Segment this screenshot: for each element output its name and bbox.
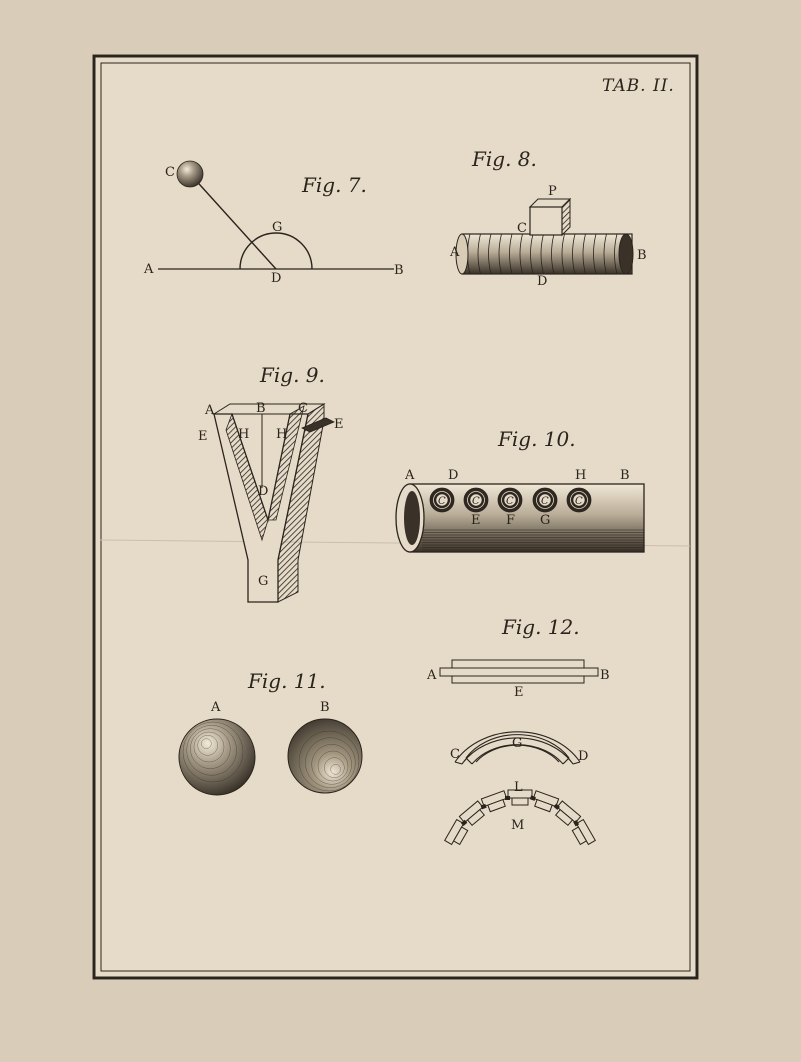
fig10-hole-label: C <box>541 496 549 507</box>
fig7-label-d: D <box>271 271 282 286</box>
fig12-label-e: E <box>514 685 524 700</box>
fig10-hole-label: C <box>506 496 514 507</box>
fig9-label-e-right: E <box>334 417 344 432</box>
fig9-label-a: A <box>205 403 215 418</box>
fig12-label-m: M <box>511 818 525 833</box>
fig9-label-e-left: E <box>198 429 208 444</box>
fig12-bar-middle <box>440 668 598 676</box>
fig12-label-l: L <box>514 780 523 795</box>
fig10-label-b: B <box>620 468 630 483</box>
fig7-label-g: G <box>272 220 283 235</box>
fig10-label-f: F <box>506 513 516 528</box>
plate-title: TAB. II. <box>602 76 675 96</box>
fig8-label-c: C <box>517 221 527 236</box>
fig12-title: Fig. 12. <box>502 615 580 639</box>
fig7-label-b: B <box>394 263 404 278</box>
fig9-label-c: C <box>298 401 308 416</box>
fig9-title: Fig. 9. <box>260 363 325 387</box>
fig10-hole-label: C <box>472 496 480 507</box>
fig11-ball-b <box>288 719 362 793</box>
fig9-label-g: G <box>258 574 269 589</box>
fig12-label-b: B <box>600 668 610 683</box>
fig10-label-g: G <box>540 513 551 528</box>
fig9-label-h-left: H <box>238 427 250 442</box>
fig7-pendulum-ball <box>177 161 203 187</box>
fig12-label-a: A <box>427 668 437 683</box>
fig10-tube-bore <box>404 491 420 545</box>
fig8-label-p: P <box>548 184 557 199</box>
fig7-label-c: C <box>165 165 175 180</box>
fig11-label-b: B <box>320 700 330 715</box>
fig12-bar-bottom <box>452 676 584 683</box>
fig7-title: Fig. 7. <box>302 173 367 197</box>
fig9-label-b: B <box>256 401 266 416</box>
fig8-cylinder <box>462 234 632 274</box>
fig7-label-a: A <box>144 262 154 277</box>
fig11-label-a: A <box>211 700 221 715</box>
fig10-label-e: E <box>471 513 481 528</box>
fig12-label-c: C <box>450 747 460 762</box>
fig8-label-a: A <box>450 245 460 260</box>
fig10-hole-label: C <box>575 496 583 507</box>
fig12-label-g: G <box>512 736 523 751</box>
fig9-label-h-right: H <box>276 427 288 442</box>
fig8-title: Fig. 8. <box>472 147 537 171</box>
fig10-label-d: D <box>448 468 459 483</box>
fig10-title: Fig. 10. <box>498 427 576 451</box>
fig10-hole-label: C <box>438 496 446 507</box>
fig11-title: Fig. 11. <box>248 669 326 693</box>
fig10-label-a: A <box>405 468 415 483</box>
fig8-label-b: B <box>637 248 647 263</box>
fig9-label-d: D <box>258 484 269 499</box>
fig12-label-d: D <box>578 749 589 764</box>
fig8-weight-front <box>530 207 562 235</box>
fig12-bar-top <box>452 660 584 668</box>
fig10-label-h: H <box>575 468 587 483</box>
fig11-ball-a <box>179 719 255 795</box>
fig8-label-d: D <box>537 274 548 289</box>
fig8-cylinder-end-right <box>619 234 633 274</box>
